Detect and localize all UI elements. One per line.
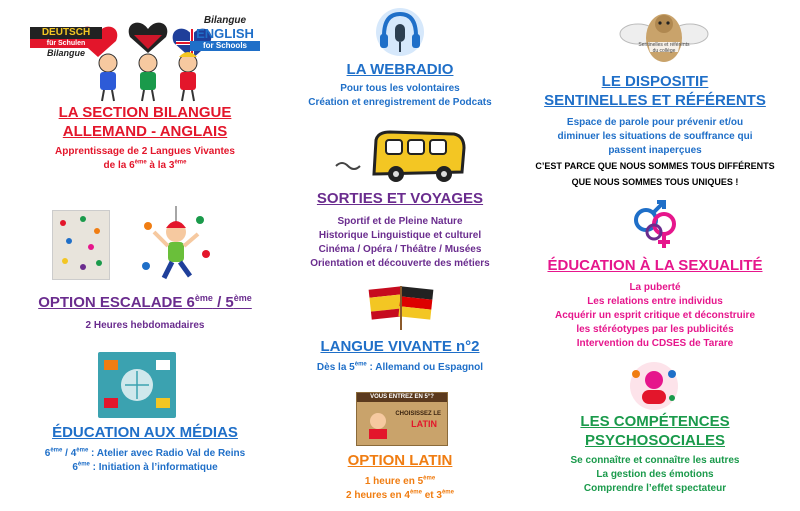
medias-line1: 6ème / 4ème : Atelier avec Radio Val de Reins: [44, 447, 246, 459]
webradio-title: LA WEBRADIO: [346, 61, 454, 78]
bilangue-title-line2: ALLEMAND - ANGLAIS: [62, 122, 228, 140]
dispositif-line4: C’EST PARCE QUE NOUS SOMMES TOUS DIFFÉRENTS: [535, 160, 775, 171]
medias-line2: 6ème : Initiation à l’informatique: [72, 461, 218, 473]
latin-book-top: VOUS ENTREZ EN 5°?: [357, 393, 447, 402]
sorties-section: [285, 190, 515, 271]
escalade-title: OPTION ESCALADE 6ème / 5ème: [38, 293, 252, 311]
bilangue-line2: de la 6ème à la 3ème: [103, 159, 187, 171]
sexualite-section: [520, 257, 790, 351]
sorties-line1: Sportif et de Pleine Nature: [337, 215, 463, 227]
latin-book-cover: [356, 392, 448, 446]
latin-section: [285, 452, 515, 503]
sorties-line4: Orientation et découverte des métiers: [310, 257, 490, 269]
competences-line3: Comprendre l’effet spectateur: [583, 482, 727, 494]
bus-icon: [330, 128, 470, 188]
deutsch-logo-line3: Bilangue: [46, 48, 85, 58]
deutsch-logo: [30, 27, 102, 59]
dispositif-line3: passent inaperçues: [608, 144, 702, 156]
bilangue-section: [20, 104, 270, 173]
gender-symbols-icon: [624, 198, 688, 252]
sorties-line3: Cinéma / Opéra / Théâtre / Musées: [318, 243, 482, 255]
latin-line2: 2 heures en 4ème et 3ème: [346, 489, 454, 501]
escalade-section: [20, 294, 270, 333]
sexualite-line2: Les relations entre individus: [587, 295, 723, 307]
escalade-line1: 2 Heures hebdomadaires: [85, 319, 205, 331]
english-logo: [190, 15, 260, 51]
competences-title-line2: PSYCHOSOCIALES: [584, 431, 726, 449]
bilangue-title-line1: LA SECTION BILANGUE: [58, 104, 232, 121]
lv2-title: LANGUE VIVANTE n°2: [320, 338, 480, 355]
lv2-section: [285, 338, 515, 375]
sexualite-line1: La puberté: [629, 281, 681, 293]
sexualite-line4: les stéréotypes par les publicités: [576, 323, 734, 335]
dispositif-section: [520, 73, 790, 189]
sentinelles-logo: [618, 8, 710, 68]
climbing-wall-photo: [52, 210, 110, 280]
dispositif-line2: diminuer les situations de souffrance qui: [557, 130, 753, 142]
competences-title-line1: LES COMPÉTENCES: [580, 413, 730, 430]
spain-germany-flags-icon: [368, 280, 434, 332]
dispositif-title-line2: SENTINELLES ET RÉFÉRENTS: [544, 91, 766, 109]
lv2-line1: Dès la 5ème : Allemand ou Espagnol: [316, 361, 484, 373]
sentinelles-logo-text1: Sentinelles et référents: [638, 42, 690, 48]
sexualite-line5: Intervention du CDSES de Tarare: [576, 337, 734, 349]
dispositif-line1: Espace de parole pour prévenir et/ou: [566, 116, 744, 128]
competences-line2: La gestion des émotions: [596, 468, 714, 480]
sorties-title: SORTIES ET VOYAGES: [316, 190, 484, 207]
sexualite-title: ÉDUCATION À LA SEXUALITÉ: [547, 257, 763, 274]
psychosocial-icon: [626, 360, 682, 412]
webradio-line1: Pour tous les volontaires: [340, 82, 460, 94]
deutsch-logo-line2: für Schulen: [30, 39, 102, 48]
competences-section: [520, 413, 790, 496]
webradio-section: [285, 61, 515, 110]
english-logo-line1: Bilangue: [203, 15, 247, 26]
webradio-line2: Création et enregistrement de Podcats: [308, 96, 492, 108]
dispositif-line5: QUE NOUS SOMMES TOUS UNIQUES !: [571, 177, 739, 188]
english-logo-line3: for Schools: [190, 41, 260, 51]
english-logo-line2: ENGLISH: [196, 26, 254, 41]
latin-line1: 1 heure en 5ème: [364, 475, 436, 487]
media-icon: [98, 352, 176, 418]
sorties-line2: Historique Linguistique et culturel: [318, 229, 482, 241]
dispositif-title-line1: LE DISPOSITIF: [601, 73, 709, 90]
medias-title: ÉDUCATION AUX MÉDIAS: [52, 424, 238, 441]
bilangue-line1: Apprentissage de 2 Langues Vivantes: [55, 145, 235, 157]
webradio-headphones-icon: [372, 6, 428, 60]
climber-icon: [136, 206, 216, 286]
latin-book-mid: CHOISISSEZ LE: [395, 411, 441, 417]
sexualite-line3: Acquérir un esprit critique et déconstruire: [554, 309, 756, 321]
deutsch-logo-line1: DEUTSCH: [30, 27, 102, 39]
competences-line1: Se connaître et connaître les autres: [570, 454, 740, 466]
latin-title: OPTION LATIN: [347, 452, 453, 469]
bilangue-logo: [30, 5, 260, 105]
sentinelles-logo-text2: du collège: [652, 48, 676, 54]
medias-section: [20, 424, 270, 475]
latin-book-word: LATIN: [411, 419, 437, 429]
